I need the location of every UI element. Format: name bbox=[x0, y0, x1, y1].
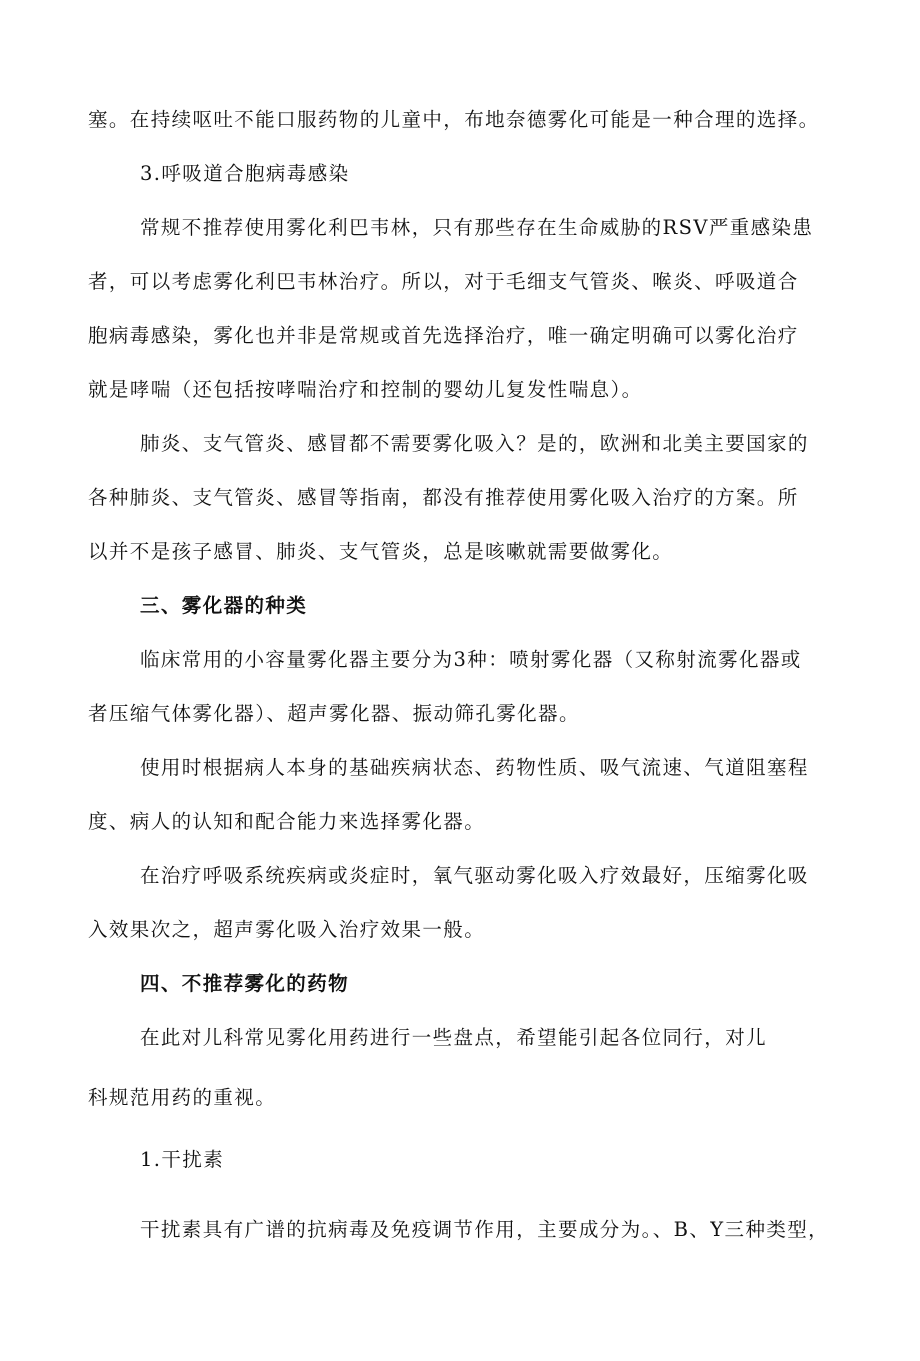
paragraph-line: 以并不是孩子感冒、肺炎、支气管炎，总是咳嗽就需要做雾化。 bbox=[88, 540, 674, 563]
paragraph-line: 在治疗呼吸系统疾病或炎症时，氧气驱动雾化吸入疗效最好，压缩雾化吸 bbox=[140, 864, 809, 887]
paragraph-line: 肺炎、支气管炎、感冒都不需要雾化吸入？是的，欧洲和北美主要国家的 bbox=[140, 432, 809, 455]
paragraph-line: 者压缩气体雾化器）、超声雾化器、振动筛孔雾化器。 bbox=[88, 702, 580, 725]
paragraph-line: 入效果次之，超声雾化吸入治疗效果一般。 bbox=[88, 918, 486, 941]
paragraph-line: 就是哮喘（还包括按哮喘治疗和控制的婴幼儿复发性喘息）。 bbox=[88, 378, 643, 401]
paragraph-line: 度、病人的认知和配合能力来选择雾化器。 bbox=[88, 810, 486, 833]
paragraph-line: 常规不推荐使用雾化利巴韦林，只有那些存在生命威胁的RSV严重感染患 bbox=[140, 216, 814, 239]
subsection-heading: 3.呼吸道合胞病毒感染 bbox=[140, 162, 350, 185]
paragraph-line: 干扰素具有广谱的抗病毒及免疫调节作用，主要成分为。、B、Y三种类型， bbox=[140, 1218, 830, 1241]
section-heading: 三、雾化器的种类 bbox=[140, 594, 308, 617]
subsection-heading: 1.干扰素 bbox=[140, 1148, 225, 1171]
paragraph-line: 者，可以考虑雾化利巴韦林治疗。所以，对于毛细支气管炎、喉炎、呼吸道合 bbox=[88, 270, 799, 293]
paragraph-line: 科规范用药的重视。 bbox=[88, 1086, 277, 1109]
paragraph-line: 塞。在持续呕吐不能口服药物的儿童中，布地奈德雾化可能是一种合理的选择。 bbox=[88, 108, 820, 131]
paragraph-line: 临床常用的小容量雾化器主要分为3种：喷射雾化器（又称射流雾化器或 bbox=[140, 648, 802, 671]
paragraph-line: 使用时根据病人本身的基础疾病状态、药物性质、吸气流速、气道阻塞程 bbox=[140, 756, 809, 779]
section-heading: 四、不推荐雾化的药物 bbox=[140, 972, 350, 995]
paragraph-line: 各种肺炎、支气管炎、感冒等指南，都没有推荐使用雾化吸入治疗的方案。所 bbox=[88, 486, 799, 509]
paragraph-line: 在此对儿科常见雾化用药进行一些盘点，希望能引起各位同行，对儿 bbox=[140, 1026, 768, 1049]
paragraph-line: 胞病毒感染，雾化也并非是常规或首先选择治疗，唯一确定明确可以雾化治疗 bbox=[88, 324, 799, 347]
